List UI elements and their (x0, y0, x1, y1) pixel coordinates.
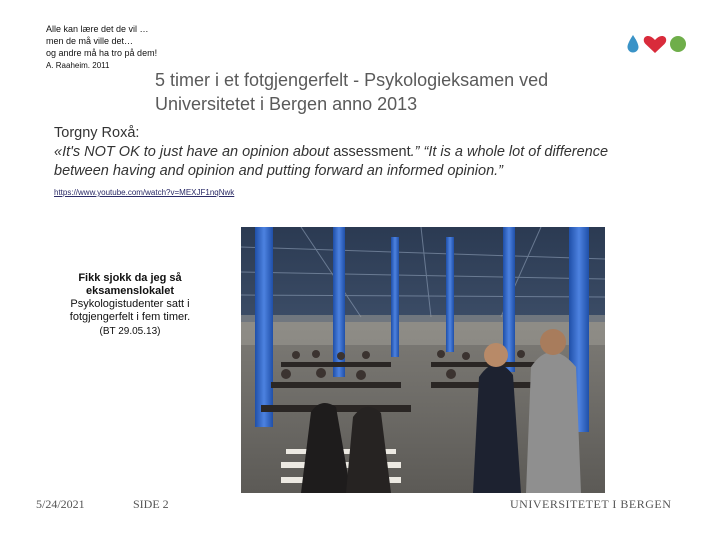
body-text (54, 124, 664, 181)
caption-text: fotgjengerfelt i fem timer. (69, 311, 191, 323)
quote-emphasis: assessment (333, 144, 411, 160)
footer-page-number: SIDE 2 (133, 497, 169, 511)
quote-author: A. Raaheim. 2011 (46, 61, 110, 70)
quote-part: «It's NOT OK to just have an opinion about (54, 144, 334, 160)
footer-organization: UNIVERSITETET I BERGEN (510, 497, 672, 511)
caption-headline: eksamenslokalet (85, 285, 175, 297)
uib-logo (626, 34, 688, 54)
slide-title (155, 68, 675, 116)
caption-headline: Fikk sjokk da jeg så (78, 272, 182, 284)
speaker-name: Torgny Roxå: (54, 125, 140, 141)
video-link[interactable]: https://www.youtube.com/watch?v=MEXJF1nqNwk (54, 188, 235, 197)
caption-source: (BT 29.05.13) (99, 326, 161, 337)
exam-hall-photo (241, 227, 605, 493)
heart-icon (644, 36, 666, 53)
circle-icon (670, 36, 686, 52)
title-line: 5 timer i et fotgjengerfelt - Psykologieksamen ved (155, 70, 549, 90)
quote-line: og andre må ha tro på dem! (46, 48, 158, 58)
quote-text (54, 143, 664, 181)
photo-caption (60, 272, 200, 338)
caption-text: Psykologistudenter satt i (70, 298, 190, 310)
quote-block (46, 23, 246, 72)
quote-line: Alle kan lære det de vil … (46, 24, 149, 34)
quote-line: men de må ville det… (46, 36, 134, 46)
quote-part: .” “It is a whole lot of difference between having and opinion and putting forward an informed opinion.” (54, 144, 609, 179)
footer-date: 5/24/2021 (36, 497, 85, 511)
drop-icon (628, 35, 639, 53)
title-line: Universitetet i Bergen anno 2013 (155, 94, 418, 114)
